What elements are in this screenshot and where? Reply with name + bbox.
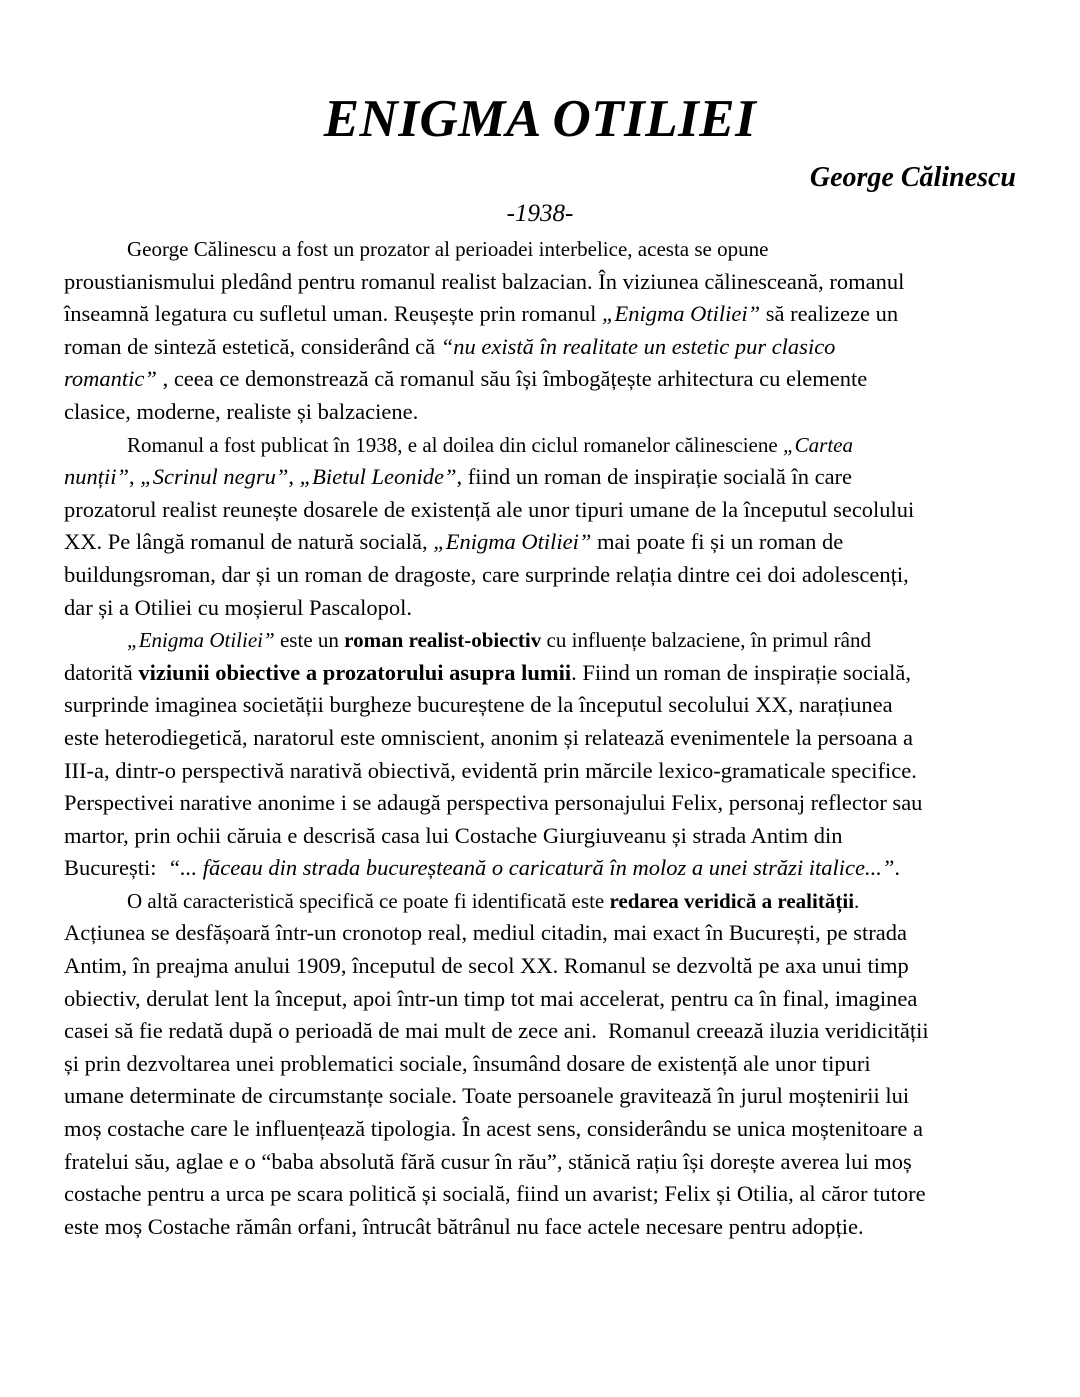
paragraph-3 [64,624,1022,657]
text-line: fratelui său, aglae e o “baba absolută fără cusur în rău”, stănică rațiu își dorește averea lui moș [64,1148,912,1174]
text-line: prozatorul realist reunește dosarele de existență ale unor tipuri umane de la începutul secolului [64,496,915,522]
text-line: București: “... făceau din strada bucureșteană o caricatură în moloz a unei străzi italice...”. [64,855,900,881]
text-line: III-a, dintr-o perspectivă narativă obiectivă, evidentă prin mărcile lexico-gramaticale specifice. [64,757,917,783]
text-line: Antim, în preajma anului 1909, începutul de secol XX. Romanul se dezvoltă pe axa unui timp [64,953,909,979]
publication-year: -1938- [506,200,574,227]
text-line: clasice, moderne, realiste și balzaciene. [64,398,419,424]
text-line: surprinde imaginea societății burgheze bucureștene de la începutul secolului XX, narațiunea [64,692,893,718]
text-line: O altă caracteristică specifică ce poate fi identificată este redarea veridică a realității. [127,888,860,913]
text-line: Acțiunea se desfășoară într-un cronotop real, mediul citadin, mai exact în București, pe strada [64,920,907,946]
paragraph-3-cont [64,657,1022,885]
text-line: înseamnă legatura cu sufletul uman. Reușește prin romanul „Enigma Otiliei” să realizeze un [64,301,899,327]
text-line: nunții”, „Scrinul negru”, „Bietul Leonide”, fiind un roman de inspirație socială în care [64,464,853,490]
text-line: „Enigma Otiliei” este un roman realist-obiectiv cu influențe balzaciene, în primul rând [127,628,871,653]
paragraph-2 [64,429,1022,462]
text-line: buildungsroman, dar și un roman de dragoste, care surprinde relația dintre cei doi adolescenți, [64,561,909,587]
text-line: martor, prin ochii căruia e descrisă casa lui Costache Giurgiuveanu și strada Antim din [64,822,843,848]
text-line: și prin dezvoltarea unei problematici sociale, însumând dosare de existență ale unor tipuri [64,1050,871,1076]
text-line: roman de sinteză estetică, considerând că “nu există în realitate un estetic pur clasico [64,333,836,359]
paragraph-4-cont [64,917,1022,1243]
text-line: George Călinescu a fost un prozator al perioadei interbelice, acesta se opune [127,237,769,261]
author-name: George Călinescu [809,162,1016,193]
text-line: moș costache care le influențează tipologia. În acest sens, considerându se unica moștenitoare a [64,1116,924,1142]
text-line: Perspectivei narative anonime i se adaugă perspectiva personajului Felix, personaj reflector sau [64,790,923,816]
text-line: este heterodiegetică, naratorul este omniscient, anonim și relatează evenimentele la persoana a [64,724,913,750]
text-line: romantic” , ceea ce demonstrează că romanul său își îmbogățește arhitectura cu elemente [64,366,868,392]
paragraph-1-cont [64,266,1022,429]
text-line: XX. Pe lângă romanul de natură socială, „Enigma Otiliei” mai poate fi și un roman de [64,529,844,555]
essay-body [64,233,1022,1243]
text-line: obiectiv, derulat lent la început, apoi într-un timp tot mai accelerat, pentru ca în final, imaginea [64,985,918,1011]
text-line: dar și a Otiliei cu moșierul Pascalopol. [64,594,413,620]
text-line: este moș Costache rămân orfani, întrucât bătrânul nu face actele necesare pentru adopție. [64,1213,864,1239]
document-title: ENIGMA OTILIEI [323,90,757,148]
text-line: proustianismului pledând pentru romanul realist balzacian. În viziunea călinesceană, romanul [64,268,905,294]
paragraph-2-cont [64,461,1022,624]
text-line: Romanul a fost publicat în 1938, e al doilea din ciclul romanelor călinesciene „Cartea [127,432,854,457]
text-line: casei să fie redată după o perioadă de mai mult de zece ani. Romanul creează iluzia veridicității [64,1018,929,1044]
text-line: costache pentru a urca pe scara politică și socială, fiind un avarist; Felix și Otilia, al căror tutore [64,1181,926,1207]
text-line: datorită viziunii obiective a prozatorului asupra lumii. Fiind un roman de inspirație socială, [64,659,912,685]
paragraph-1 [64,233,1022,266]
paragraph-4 [64,885,1022,918]
text-line: umane determinate de circumstanțe sociale. Toate persoanele gravitează în jurul moștenirii lui [64,1083,910,1109]
